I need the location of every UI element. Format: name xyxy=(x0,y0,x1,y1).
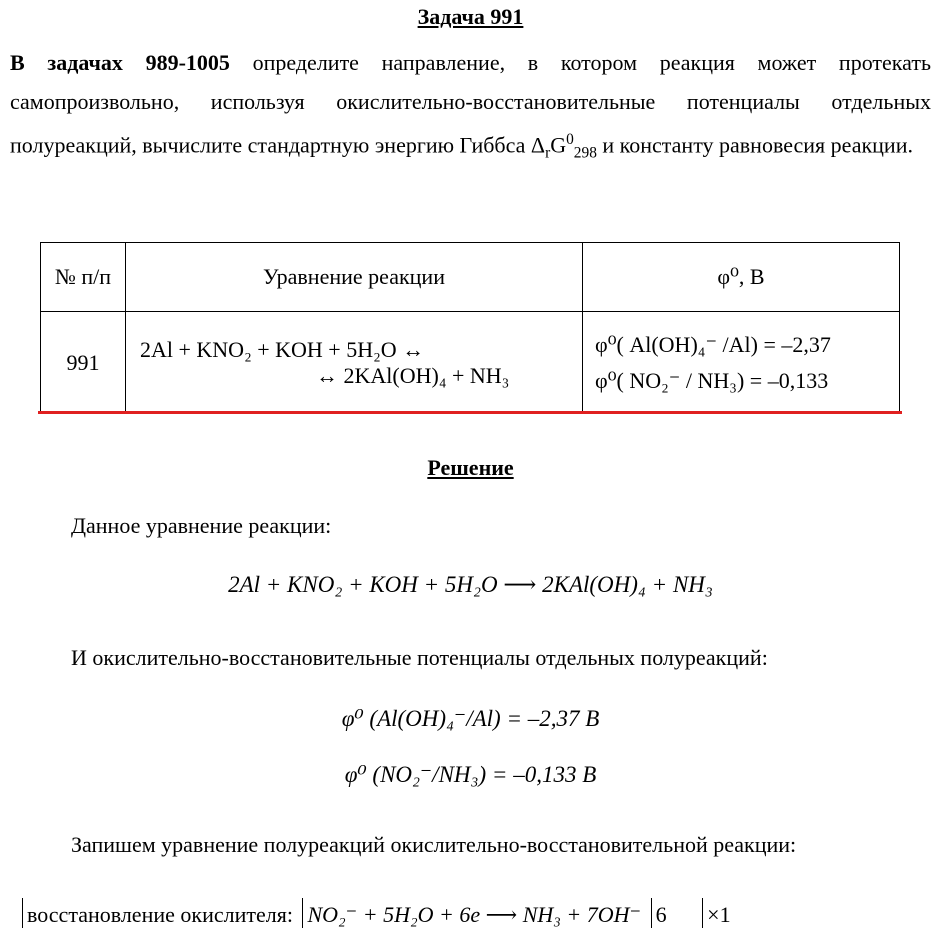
half-reaction-electrons: 6 xyxy=(655,902,667,927)
multiplier-bar xyxy=(702,898,703,928)
paragraph-half-reactions: Запишем уравнение полуреакций окислительно-восстановительной реакции: xyxy=(71,832,797,857)
row-number: 991 xyxy=(41,312,126,414)
gibbs-g-sub: 298 xyxy=(573,144,597,162)
task-range: В задачах 989-1005 xyxy=(10,50,230,75)
paragraph-potentials-intro: И окислительно-восстановительные потенциалы отдельных полуреакций: xyxy=(71,645,768,670)
potential-formula-1-text: φ⁰ (Al(OH)₄⁻/Al) = –2,37 В xyxy=(341,706,600,731)
potential-formula-2-text: φ⁰ (NO₂⁻/NH₃) = –0,133 В xyxy=(344,762,597,787)
half-reaction-label: восстановление окислителя: xyxy=(27,902,293,927)
page-title: Задача 991 xyxy=(417,4,524,29)
electron-bar xyxy=(651,898,652,928)
task-text-b: и константу равновесия реакции. xyxy=(596,132,913,158)
half-reaction-row xyxy=(18,898,731,928)
task-statement xyxy=(10,44,931,173)
header-number: № п/п xyxy=(41,243,126,312)
potential-1: φ⁰( Al(OH)₄⁻ /Al) = –2,37 xyxy=(595,331,831,357)
gibbs-delta: Δ xyxy=(530,132,546,158)
gibbs-g-sup: 0 xyxy=(566,131,574,148)
formula-bar xyxy=(302,898,303,928)
table-row xyxy=(41,312,900,414)
potential-formula-1 xyxy=(0,706,941,732)
row-bar xyxy=(22,898,23,928)
paragraph-reaction-intro: Данное уравнение реакции: xyxy=(71,513,332,538)
row-potentials xyxy=(583,312,900,414)
equation-line-2: ↔ 2KAl(OH)₄ + NH₃ xyxy=(316,362,510,388)
equation-line-1: 2Al + KNO₂ + KOH + 5H₂O ↔ xyxy=(140,336,425,362)
gibbs-delta-sub: r xyxy=(545,144,551,162)
table-underline xyxy=(38,411,902,414)
header-potential: φ⁰, В xyxy=(583,243,900,312)
header-equation: Уравнение реакции xyxy=(126,243,583,312)
half-reaction-multiplier: ×1 xyxy=(707,902,731,927)
reaction-table xyxy=(40,242,900,414)
potential-2: φ⁰( NO₂⁻ / NH₃) = –0,133 xyxy=(595,367,829,393)
reaction-formula xyxy=(0,572,941,598)
solution-title: Решение xyxy=(427,455,514,480)
potential-formula-2 xyxy=(0,762,941,788)
table-header-row xyxy=(41,243,900,312)
reaction-formula-text: 2Al + KNO₂ + KOH + 5H₂O ⟶ 2KAl(OH)₄ + NH₃ xyxy=(228,572,713,597)
half-reaction-formula: NO₂⁻ + 5H₂O + 6e ⟶ NH₃ + 7OH⁻ xyxy=(307,902,642,927)
row-equation xyxy=(126,312,583,414)
gibbs-g: G xyxy=(550,132,567,158)
task-text-a: определите направление, в котором реакция может протекать самопроизвольно, используя окислительно-восстановительные потенциалы отдельных полуреакций, вычислите стандартную энергию Гиббса xyxy=(10,50,931,158)
